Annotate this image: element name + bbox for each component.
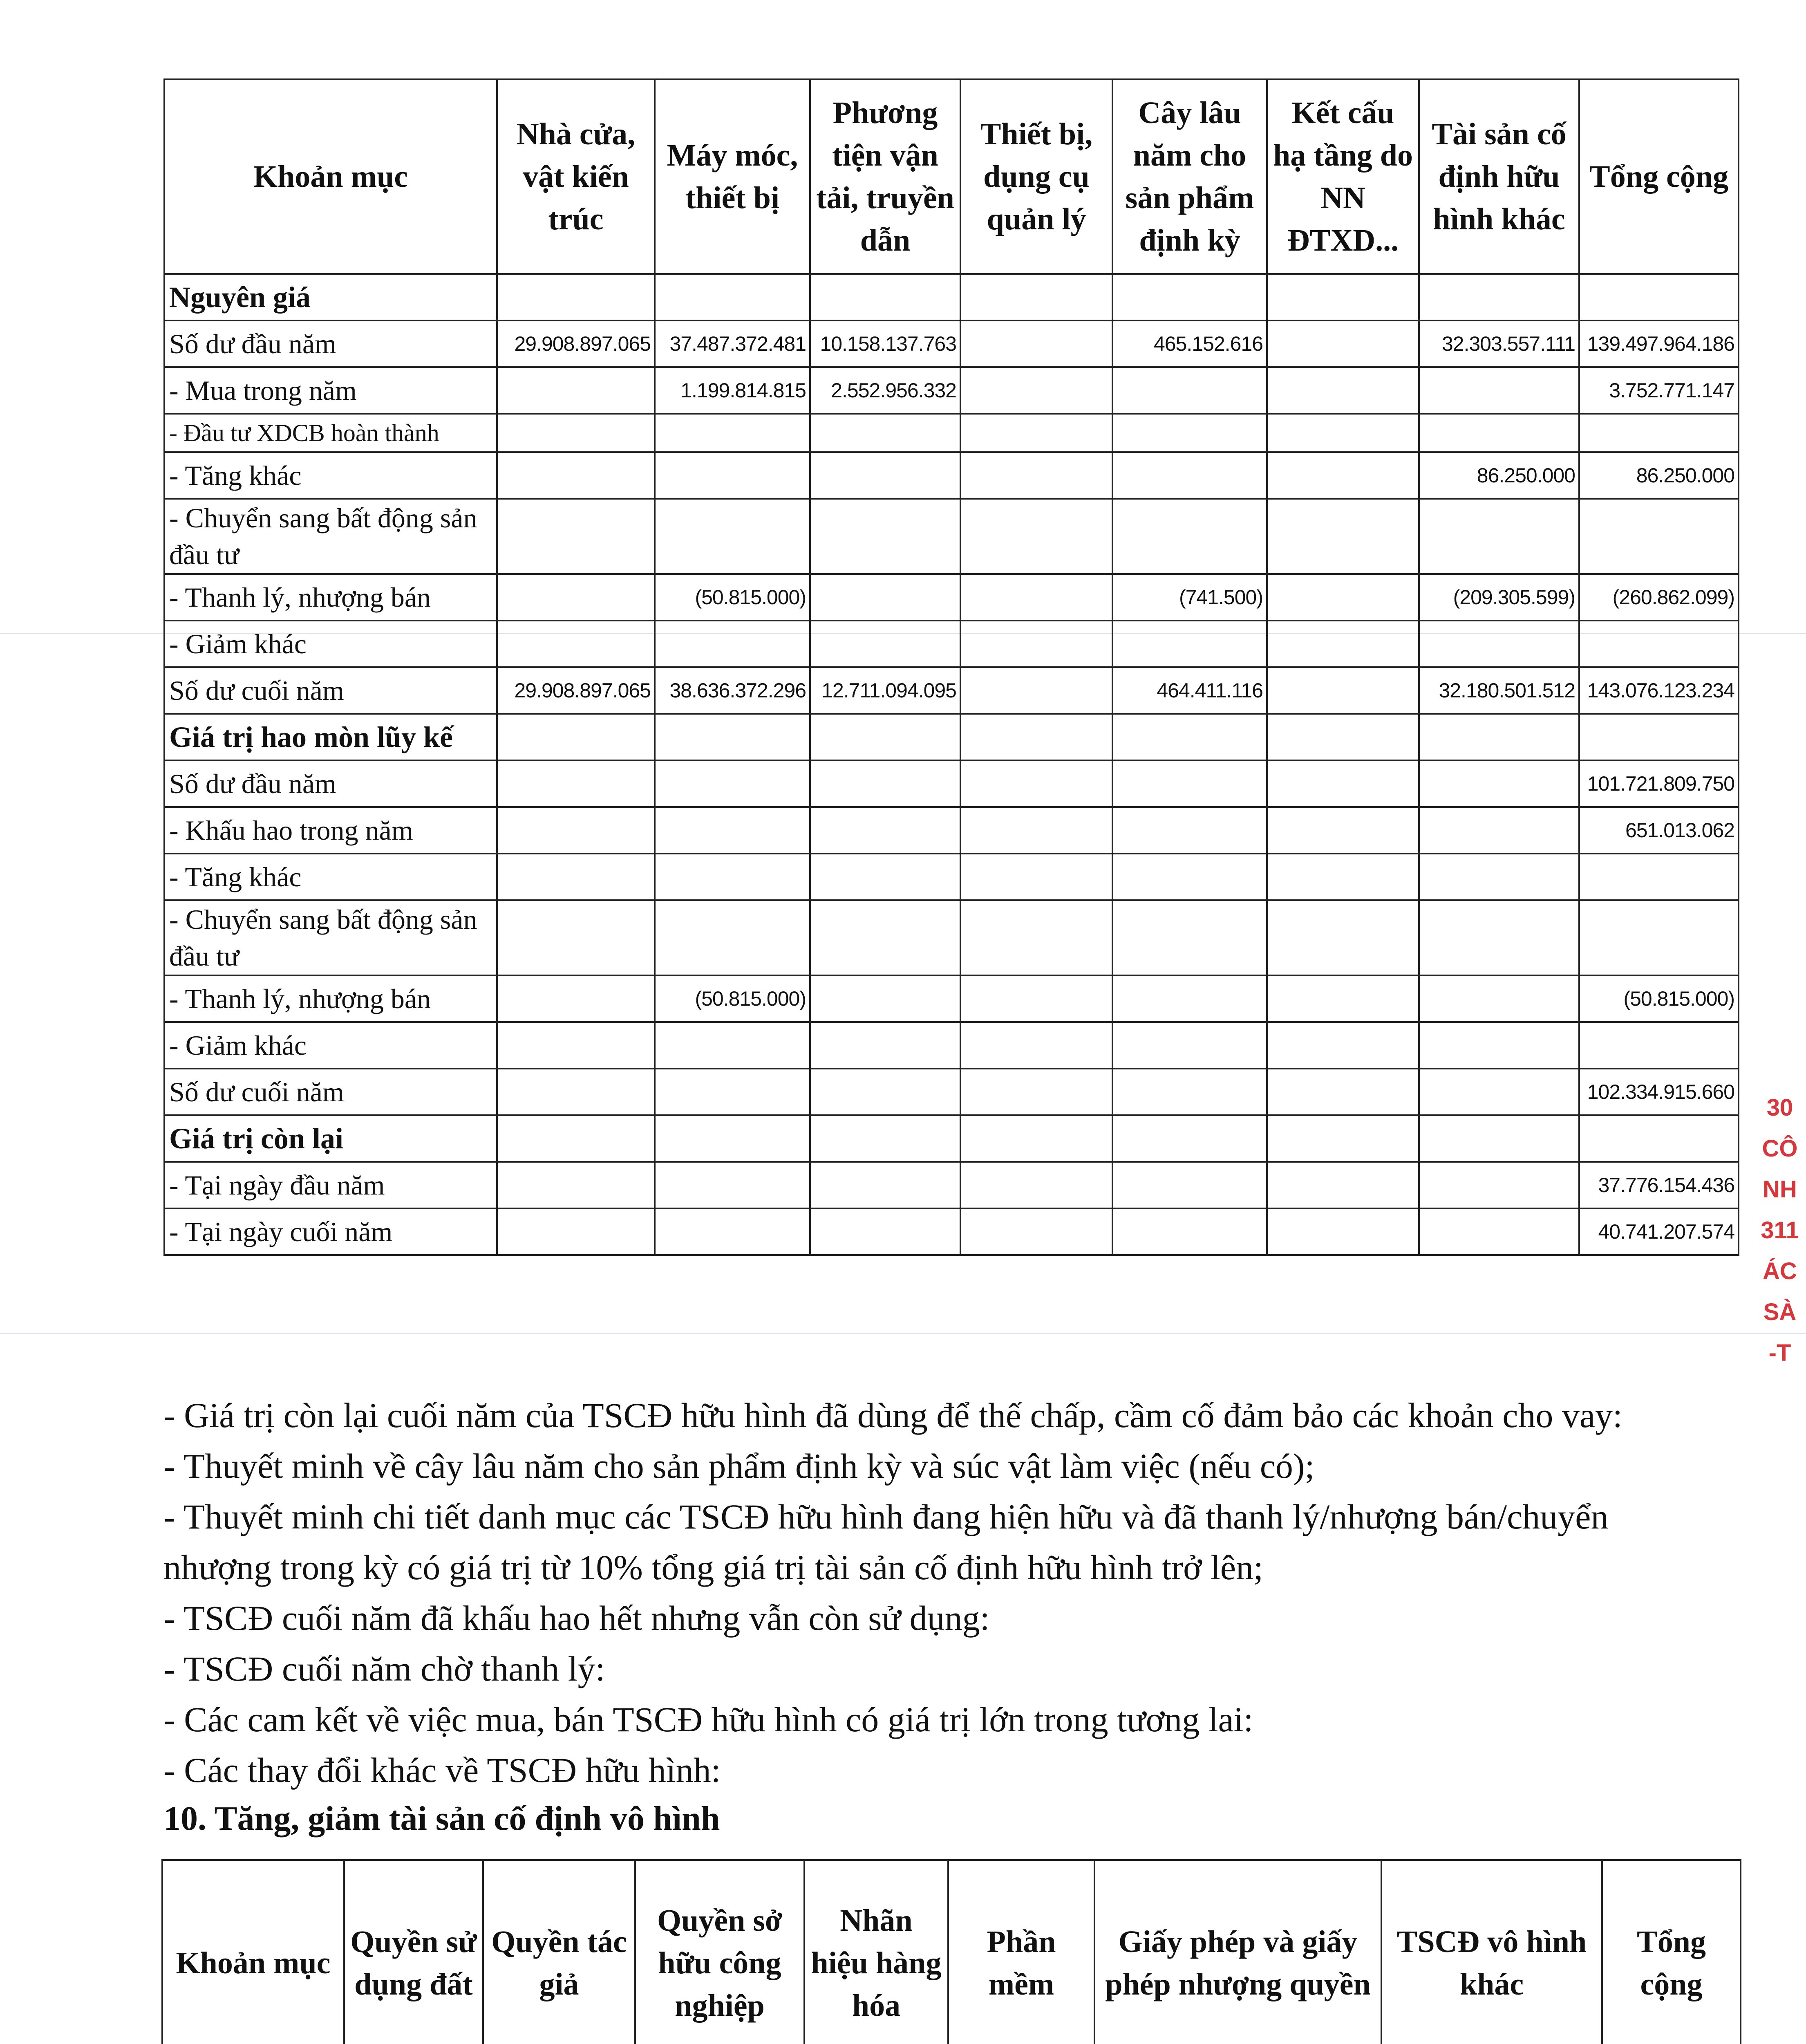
table-cell: 2.552.956.332 (810, 367, 960, 414)
table-row (164, 414, 1739, 452)
table-row (164, 975, 1739, 1022)
table-cell (810, 574, 960, 621)
row-label: - Chuyển sang bất động sản đầu tư (164, 900, 497, 975)
table-cell: 38.636.372.296 (655, 667, 810, 714)
note-line: - TSCĐ cuối năm chờ thanh lý: (163, 1649, 605, 1688)
table-cell (1267, 367, 1419, 414)
table-cell (1267, 499, 1419, 574)
table-cell: (50.815.000) (1579, 975, 1739, 1022)
table-cell (810, 854, 960, 900)
table-cell (1419, 274, 1579, 320)
table-cell (655, 1022, 810, 1069)
table-cell (1267, 667, 1419, 714)
table-cell (655, 499, 810, 574)
table-row (164, 900, 1739, 975)
table-cell (497, 854, 655, 900)
notes-block (163, 1390, 1741, 1795)
column-header: Quyền sở hữu công nghiệp (635, 1860, 804, 2044)
column-header: Phương tiện vận tải, truyền dẫn (810, 79, 960, 274)
stamp-text: ÁC (1763, 1258, 1797, 1284)
table-cell (1419, 1022, 1579, 1069)
table-cell: 29.908.897.065 (497, 667, 655, 714)
table-cell: 40.741.207.574 (1579, 1208, 1739, 1255)
row-label: - Thanh lý, nhượng bán (164, 574, 497, 621)
table-cell (1267, 900, 1419, 975)
note-line: nhượng trong kỳ có giá trị từ 10% tổng giá trị tài sản cố định hữu hình trở lên; (163, 1548, 1263, 1587)
table-cell (1112, 1162, 1267, 1208)
table-cell (1419, 900, 1579, 975)
column-header: Quyền tác giả (483, 1860, 635, 2044)
column-header: Nhà cửa, vật kiến trúc (497, 79, 655, 274)
column-header: Máy móc, thiết bị (655, 79, 810, 274)
table-cell: (209.305.599) (1419, 574, 1579, 621)
table-cell (1267, 1022, 1419, 1069)
table-row (164, 274, 1739, 320)
note-line: - Giá trị còn lại cuối năm của TSCĐ hữu hình đã dùng để thế chấp, cầm cố đảm bảo các khoản cho vay: (163, 1396, 1622, 1435)
column-header: Cây lâu năm cho sản phẩm định kỳ (1112, 79, 1267, 274)
table-cell (1267, 1208, 1419, 1255)
table-cell (960, 499, 1112, 574)
table-cell (497, 499, 655, 574)
stamp-text: NH (1763, 1176, 1797, 1203)
table-row (164, 367, 1739, 414)
row-label: - Tăng khác (164, 854, 497, 900)
table-cell (1419, 1069, 1579, 1115)
table-cell (655, 1162, 810, 1208)
table-cell (810, 807, 960, 854)
table-cell (1112, 452, 1267, 499)
stamp-text: 30 (1766, 1094, 1793, 1121)
table-cell (1267, 274, 1419, 320)
table-cell (497, 760, 655, 807)
table-cell (810, 1115, 960, 1162)
table-cell (1579, 714, 1739, 760)
table-cell (1112, 367, 1267, 414)
table-cell (1267, 414, 1419, 452)
table-cell (1112, 1022, 1267, 1069)
table-cell (1112, 760, 1267, 807)
table-cell (1579, 1115, 1739, 1162)
table-cell (810, 900, 960, 975)
table-cell: 12.711.094.095 (810, 667, 960, 714)
table-cell (960, 414, 1112, 452)
row-label: Số dư cuối năm (164, 1069, 497, 1115)
table-cell (1579, 900, 1739, 975)
table-cell (1419, 1162, 1579, 1208)
row-label: Số dư đầu năm (164, 320, 497, 367)
table-cell (497, 1162, 655, 1208)
note-line: - Các thay đổi khác về TSCĐ hữu hình: (163, 1750, 721, 1790)
table-cell: 32.180.501.512 (1419, 667, 1579, 714)
table-cell (1267, 1115, 1419, 1162)
table-cell: 1.199.814.815 (655, 367, 810, 414)
column-header: Quyền sử dụng đất (344, 1860, 483, 2044)
table-cell (960, 760, 1112, 807)
table-cell (1267, 1069, 1419, 1115)
table-cell (960, 1022, 1112, 1069)
table-cell (655, 854, 810, 900)
table-cell (1112, 714, 1267, 760)
table-cell (810, 714, 960, 760)
table-cell (1112, 854, 1267, 900)
table-cell (1419, 760, 1579, 807)
column-header: TSCĐ vô hình khác (1381, 1860, 1602, 2044)
table-cell (1112, 1069, 1267, 1115)
column-header: Nhãn hiệu hàng hóa (804, 1860, 948, 2044)
table-cell (1419, 807, 1579, 854)
row-label: - Tăng khác (164, 452, 497, 499)
table-cell (1267, 621, 1419, 667)
stamp-text: SÀ (1763, 1299, 1797, 1325)
table-cell (497, 621, 655, 667)
section-10-title: 10. Tăng, giảm tài sản cố định vô hình (163, 1800, 720, 1838)
table-cell (1267, 854, 1419, 900)
table-cell: 29.908.897.065 (497, 320, 655, 367)
table-cell (655, 714, 810, 760)
table-cell (1579, 414, 1739, 452)
table-row (164, 320, 1739, 367)
table-cell (497, 414, 655, 452)
table-cell (960, 274, 1112, 320)
table-cell (960, 1208, 1112, 1255)
table-cell (1112, 975, 1267, 1022)
stamp-text: 311 (1761, 1217, 1799, 1244)
table-cell: 86.250.000 (1419, 452, 1579, 499)
table-cell (1267, 574, 1419, 621)
table-cell (1267, 760, 1419, 807)
table-cell: 102.334.915.660 (1579, 1069, 1739, 1115)
table-cell (810, 760, 960, 807)
column-header: Giấy phép và giấy phép nhượng quyền (1094, 1860, 1381, 2044)
table-cell (810, 1069, 960, 1115)
table-row (164, 807, 1739, 854)
table-cell (1419, 854, 1579, 900)
table-cell (655, 274, 810, 320)
table-cell (1419, 414, 1579, 452)
table-cell (960, 714, 1112, 760)
table-cell (810, 975, 960, 1022)
note-line: - TSCĐ cuối năm đã khấu hao hết nhưng vẫn còn sử dụng: (163, 1598, 990, 1638)
row-label: - Đầu tư XDCB hoàn thành (164, 414, 497, 452)
table-cell (655, 1115, 810, 1162)
table-cell (497, 367, 655, 414)
table-cell (960, 1069, 1112, 1115)
table-cell (497, 1069, 655, 1115)
table-cell (1112, 499, 1267, 574)
table-cell (1267, 975, 1419, 1022)
table-cell: 139.497.964.186 (1579, 320, 1739, 367)
table-cell (497, 807, 655, 854)
row-label: - Mua trong năm (164, 367, 497, 414)
table-cell (497, 274, 655, 320)
table-cell (497, 714, 655, 760)
table-cell (810, 621, 960, 667)
table-header-row (162, 1860, 1741, 2044)
table-cell (1419, 499, 1579, 574)
table-cell (810, 1162, 960, 1208)
table-cell: 37.776.154.436 (1579, 1162, 1739, 1208)
table-cell (1112, 621, 1267, 667)
table-cell (810, 1022, 960, 1069)
table-cell (655, 807, 810, 854)
row-label: - Tại ngày cuối năm (164, 1208, 497, 1255)
note-line: - Các cam kết về việc mua, bán TSCĐ hữu hình có giá trị lớn trong tương lai: (163, 1700, 1253, 1739)
row-label: - Thanh lý, nhượng bán (164, 975, 497, 1022)
table-cell: (260.862.099) (1579, 574, 1739, 621)
column-header: Khoản mục (162, 1860, 344, 2044)
table-cell (1419, 367, 1579, 414)
column-header: Khoản mục (164, 79, 497, 274)
table-cell (1579, 854, 1739, 900)
table-cell (960, 854, 1112, 900)
table-cell: 651.013.062 (1579, 807, 1739, 854)
table-cell (1579, 499, 1739, 574)
table-row (164, 1069, 1739, 1115)
table-cell (497, 1022, 655, 1069)
table-cell (655, 414, 810, 452)
table-cell (810, 274, 960, 320)
table-cell (960, 1115, 1112, 1162)
tangible-fixed-assets-table (163, 78, 1739, 1256)
row-label: Số dư cuối năm (164, 667, 497, 714)
table-cell (960, 574, 1112, 621)
table-cell: 101.721.809.750 (1579, 760, 1739, 807)
table-cell: 37.487.372.481 (655, 320, 810, 367)
table-cell (1112, 807, 1267, 854)
table-cell (960, 621, 1112, 667)
table-cell (1419, 1115, 1579, 1162)
table-cell (1267, 807, 1419, 854)
table-cell (1112, 274, 1267, 320)
table-cell (655, 1208, 810, 1255)
table-cell (1419, 621, 1579, 667)
table-cell (1579, 274, 1739, 320)
table-cell (1419, 1208, 1579, 1255)
column-header: Kết cấu hạ tầng do NN ĐTXD... (1267, 79, 1419, 274)
table-cell: 464.411.116 (1112, 667, 1267, 714)
table-row (164, 574, 1739, 621)
table-row (164, 1115, 1739, 1162)
table-row (164, 760, 1739, 807)
table-cell (960, 320, 1112, 367)
table-cell (960, 1162, 1112, 1208)
table-cell (655, 1069, 810, 1115)
table-row (164, 1208, 1739, 1255)
row-label: - Chuyển sang bất động sản đầu tư (164, 499, 497, 574)
note-line: - Thuyết minh về cây lâu năm cho sản phẩm định kỳ và súc vật làm việc (nếu có); (163, 1446, 1315, 1486)
table-cell: 10.158.137.763 (810, 320, 960, 367)
table-cell (655, 900, 810, 975)
table-cell (497, 574, 655, 621)
table-cell (655, 452, 810, 499)
scan-artifact-line (0, 1333, 1806, 1334)
table-cell: 32.303.557.111 (1419, 320, 1579, 367)
table-cell (1419, 714, 1579, 760)
table-cell (810, 414, 960, 452)
stamp-text: -T (1768, 1340, 1791, 1366)
column-header: Phần mềm (948, 1860, 1094, 2044)
table-row (164, 714, 1739, 760)
table-cell (1112, 900, 1267, 975)
table-row (164, 667, 1739, 714)
table-cell (810, 1208, 960, 1255)
table-cell (1267, 714, 1419, 760)
table-cell (497, 1115, 655, 1162)
table-cell: (50.815.000) (655, 975, 810, 1022)
table-cell (1112, 414, 1267, 452)
company-stamp-fragment (1757, 1087, 1802, 1382)
row-label: Số dư đầu năm (164, 760, 497, 807)
table-row (164, 854, 1739, 900)
table-cell: (741.500) (1112, 574, 1267, 621)
table-cell (497, 975, 655, 1022)
table-cell (655, 760, 810, 807)
table-cell (1267, 452, 1419, 499)
stamp-text: CÔ (1762, 1135, 1798, 1162)
table-cell (497, 452, 655, 499)
table-row (164, 1022, 1739, 1069)
table-cell (1267, 1162, 1419, 1208)
table-cell (810, 452, 960, 499)
row-label: - Khấu hao trong năm (164, 807, 497, 854)
row-label: - Giảm khác (164, 621, 497, 667)
table-cell (497, 1208, 655, 1255)
table-cell (960, 667, 1112, 714)
table-row (164, 1162, 1739, 1208)
table-cell (1579, 621, 1739, 667)
table-cell (1419, 975, 1579, 1022)
row-label: - Giảm khác (164, 1022, 497, 1069)
table-cell (1579, 1022, 1739, 1069)
table-cell (1267, 320, 1419, 367)
table-cell: 86.250.000 (1579, 452, 1739, 499)
table-cell (960, 975, 1112, 1022)
row-label: Giá trị còn lại (164, 1115, 497, 1162)
table-cell (960, 367, 1112, 414)
column-header: Thiết bị, dụng cụ quản lý (960, 79, 1112, 274)
table-cell: 465.152.616 (1112, 320, 1267, 367)
table-row (164, 499, 1739, 574)
table-cell (960, 900, 1112, 975)
table-cell (960, 452, 1112, 499)
table-cell (960, 807, 1112, 854)
column-header: Tổng cộng (1602, 1860, 1741, 2044)
intangible-fixed-assets-table (161, 1859, 1741, 2044)
table-row (164, 452, 1739, 499)
column-header: Tài sản cố định hữu hình khác (1419, 79, 1579, 274)
column-header: Tổng cộng (1579, 79, 1739, 274)
table-cell: 3.752.771.147 (1579, 367, 1739, 414)
table-cell (1112, 1208, 1267, 1255)
table-row (164, 621, 1739, 667)
table-cell: 143.076.123.234 (1579, 667, 1739, 714)
table-header-row (164, 79, 1739, 274)
table-cell (497, 900, 655, 975)
row-label: Giá trị hao mòn lũy kế (164, 714, 497, 760)
table-cell (810, 499, 960, 574)
table-cell: (50.815.000) (655, 574, 810, 621)
note-line: - Thuyết minh chi tiết danh mục các TSCĐ hữu hình đang hiện hữu và đã thanh lý/nhượng bán/chuyển (163, 1497, 1609, 1536)
row-label: Nguyên giá (164, 274, 497, 320)
row-label: - Tại ngày đầu năm (164, 1162, 497, 1208)
table-cell (1112, 1115, 1267, 1162)
table-cell (655, 621, 810, 667)
